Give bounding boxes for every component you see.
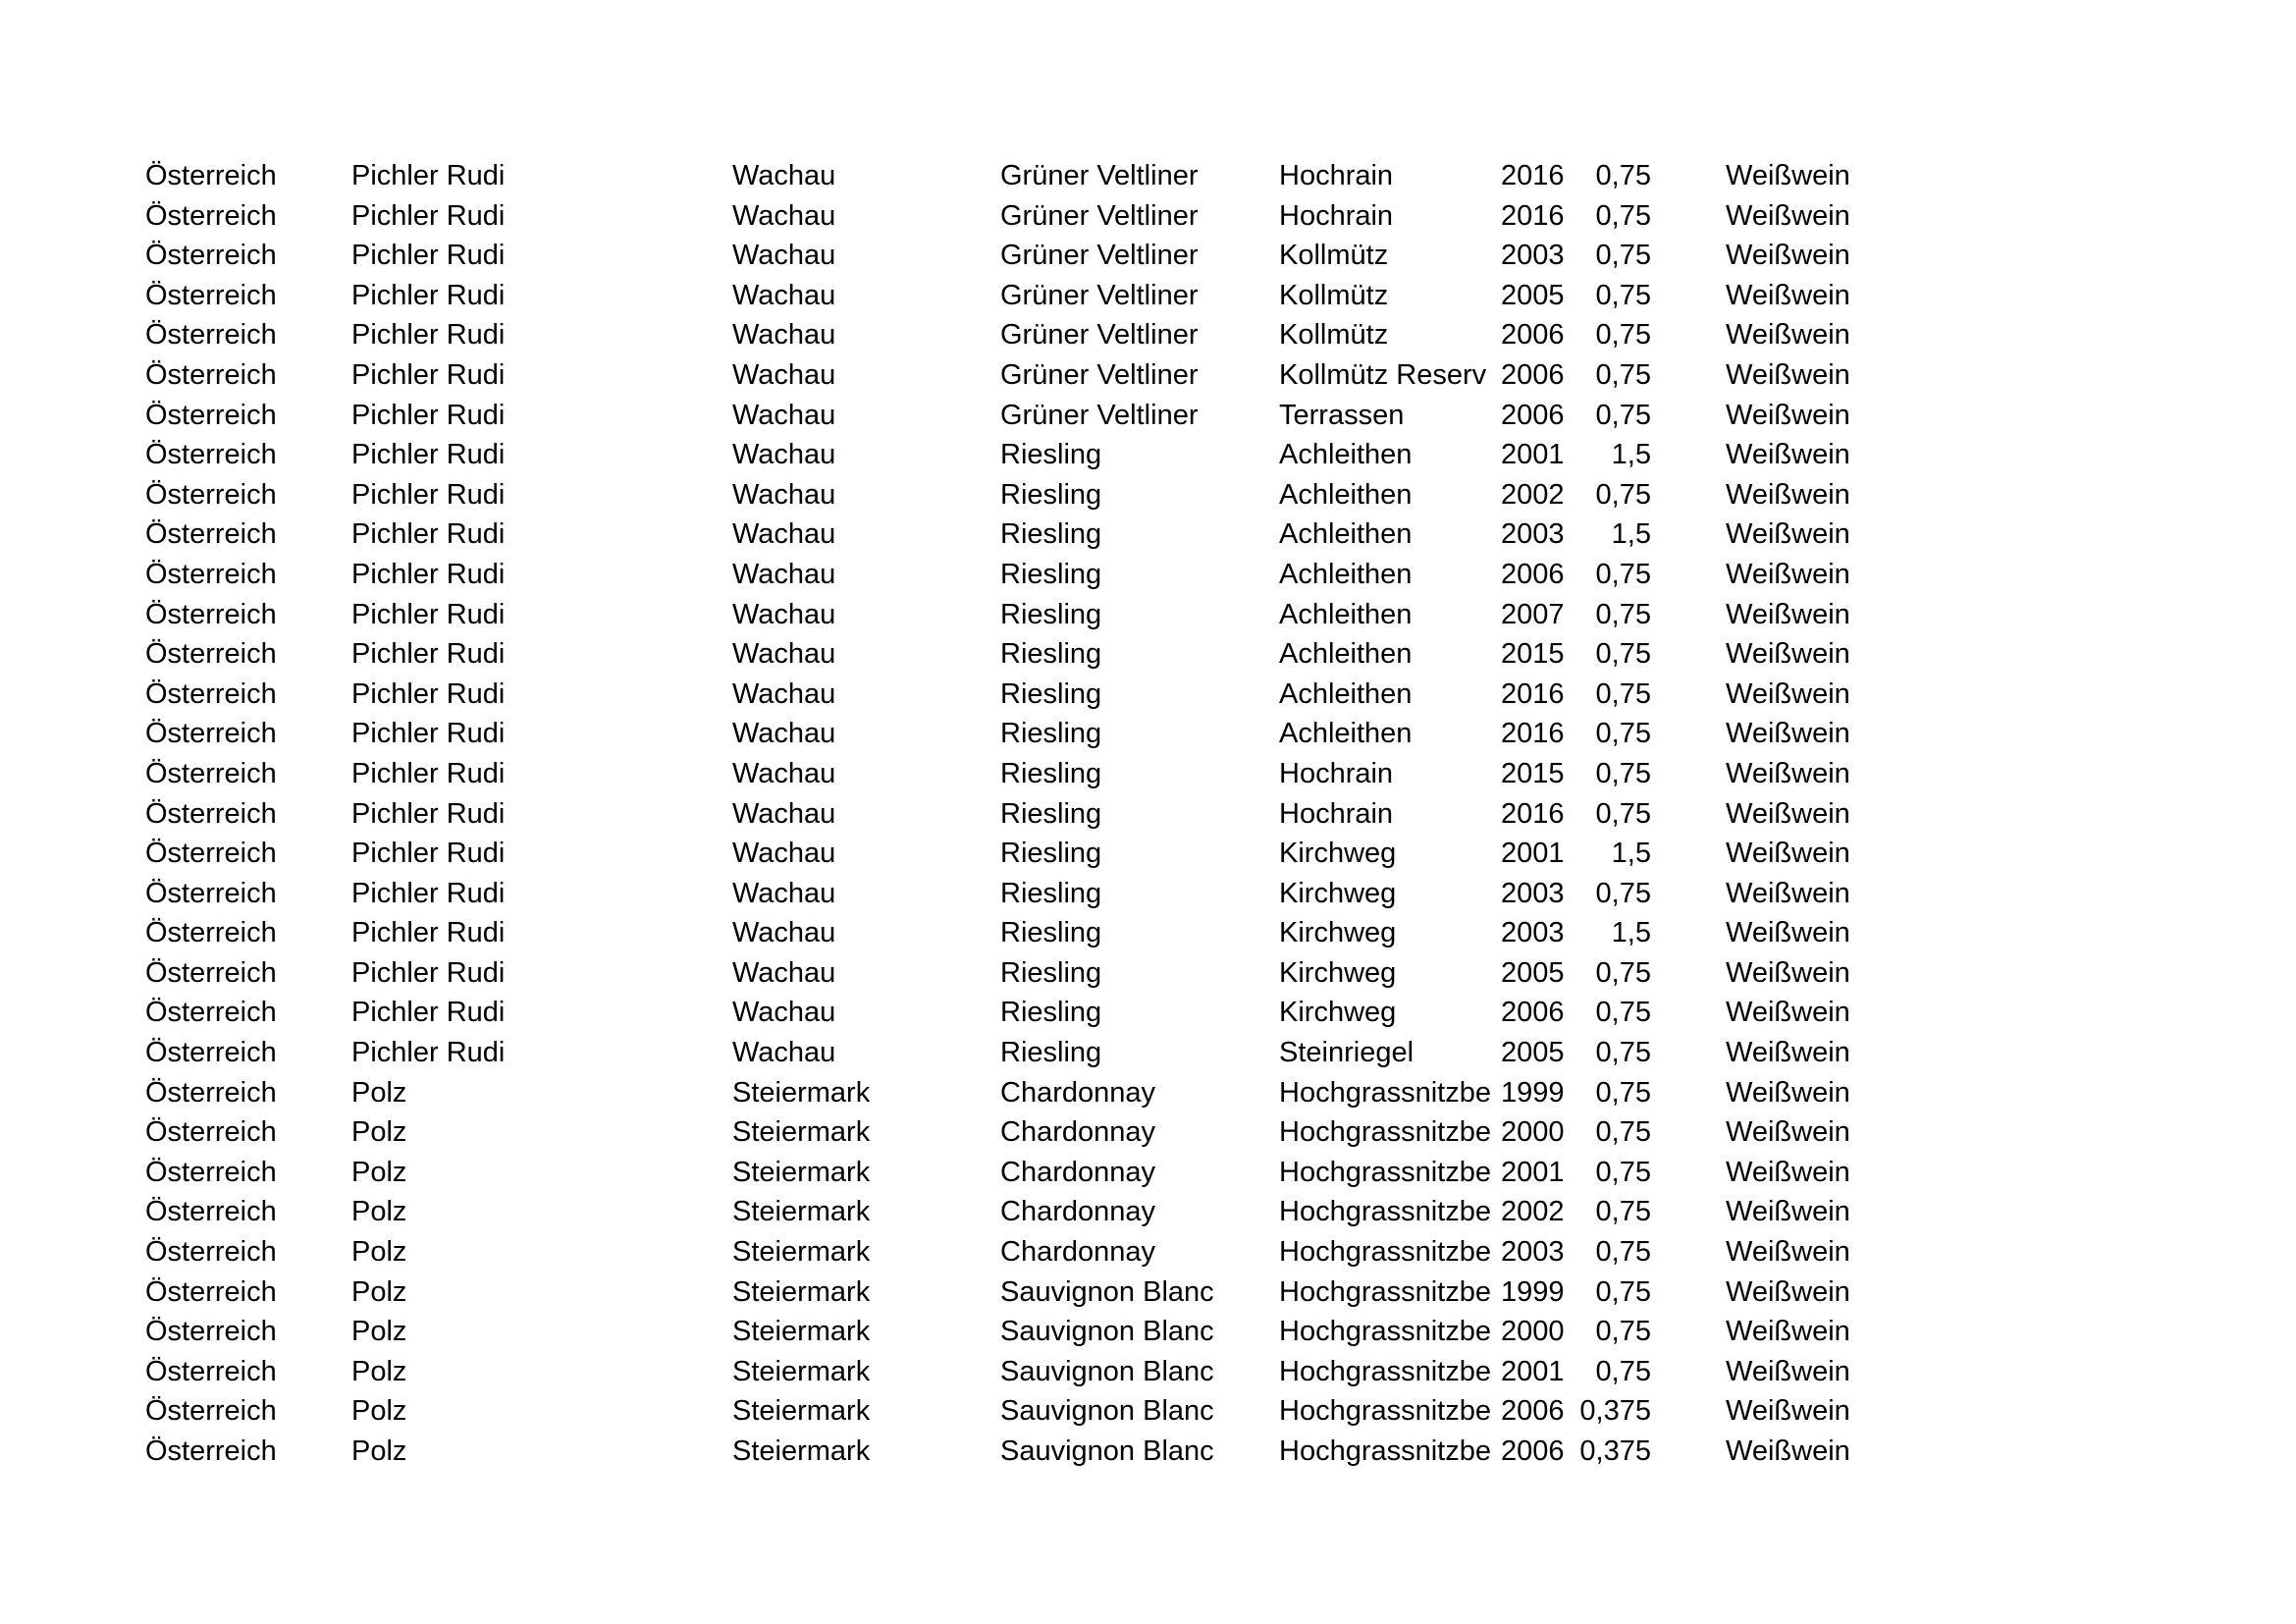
- country-cell: Österreich: [145, 718, 277, 750]
- site-cell: Hochrain: [1279, 797, 1394, 830]
- country-cell: Österreich: [145, 797, 277, 830]
- region-cell: Wachau: [732, 677, 836, 710]
- wine-type-cell: Weißwein: [1726, 1395, 1850, 1428]
- wine-type-cell: Weißwein: [1726, 797, 1850, 830]
- bottle-size-cell: 1,5: [1611, 439, 1651, 471]
- site-cell: Hochgrassnitzbe: [1279, 1196, 1491, 1228]
- bottle-size-cell: 0,75: [1595, 1116, 1651, 1149]
- country-cell: Österreich: [145, 956, 277, 989]
- bottle-size-cell: 0,75: [1595, 1196, 1651, 1228]
- wine-type-cell: Weißwein: [1726, 1156, 1850, 1188]
- site-cell: Steinriegel: [1279, 1037, 1415, 1069]
- country-cell: Österreich: [145, 1316, 277, 1348]
- grape-cell: Riesling: [1000, 718, 1102, 750]
- grape-cell: Riesling: [1000, 917, 1102, 949]
- country-cell: Österreich: [145, 598, 277, 630]
- grape-cell: Sauvignon Blanc: [1000, 1435, 1214, 1467]
- country-cell: Österreich: [145, 240, 277, 272]
- bottle-size-cell: 0,75: [1595, 877, 1651, 909]
- producer-cell: Pichler Rudi: [351, 757, 506, 789]
- year-cell: 2006: [1501, 399, 1565, 431]
- region-cell: Wachau: [732, 838, 836, 870]
- site-cell: Kirchweg: [1279, 877, 1397, 909]
- site-cell: Hochgrassnitzbe: [1279, 1316, 1491, 1348]
- site-cell: Kirchweg: [1279, 997, 1397, 1029]
- country-cell: Österreich: [145, 997, 277, 1029]
- year-cell: 2003: [1501, 518, 1565, 551]
- table-row: [145, 1112, 1893, 1153]
- year-cell: 2016: [1501, 797, 1565, 830]
- wine-type-cell: Weißwein: [1726, 1116, 1850, 1149]
- region-cell: Wachau: [732, 598, 836, 630]
- grape-cell: Sauvignon Blanc: [1000, 1275, 1214, 1308]
- grape-cell: Grüner Veltliner: [1000, 358, 1199, 391]
- site-cell: Achleithen: [1279, 718, 1413, 750]
- producer-cell: Pichler Rudi: [351, 160, 506, 191]
- site-cell: Achleithen: [1279, 439, 1413, 471]
- bottle-size-cell: 0,75: [1595, 240, 1651, 272]
- producer-cell: Polz: [351, 1395, 407, 1428]
- country-cell: Österreich: [145, 1156, 277, 1188]
- year-cell: 2006: [1501, 1395, 1565, 1428]
- site-cell: Hochrain: [1279, 199, 1394, 232]
- grape-cell: Riesling: [1000, 677, 1102, 710]
- wine-type-cell: Weißwein: [1726, 279, 1850, 311]
- wine-type-cell: Weißwein: [1726, 1275, 1850, 1308]
- year-cell: 2000: [1501, 1116, 1565, 1149]
- country-cell: Österreich: [145, 319, 277, 352]
- table-row: [145, 993, 1893, 1033]
- wine-type-cell: Weißwein: [1726, 1196, 1850, 1228]
- table-row: [145, 913, 1893, 953]
- wine-type-cell: Weißwein: [1726, 199, 1850, 232]
- site-cell: Hochrain: [1279, 160, 1394, 191]
- year-cell: 2015: [1501, 638, 1565, 671]
- region-cell: Wachau: [732, 797, 836, 830]
- producer-cell: Polz: [351, 1236, 407, 1269]
- wine-type-cell: Weißwein: [1726, 677, 1850, 710]
- region-cell: Steiermark: [732, 1316, 871, 1348]
- bottle-size-cell: 0,75: [1595, 956, 1651, 989]
- region-cell: Wachau: [732, 877, 836, 909]
- producer-cell: Pichler Rudi: [351, 199, 506, 232]
- bottle-size-cell: 0,75: [1595, 558, 1651, 590]
- grape-cell: Riesling: [1000, 757, 1102, 789]
- year-cell: 2006: [1501, 997, 1565, 1029]
- grape-cell: Riesling: [1000, 997, 1102, 1029]
- region-cell: Wachau: [732, 1037, 836, 1069]
- producer-cell: Polz: [351, 1156, 407, 1188]
- grape-cell: Grüner Veltliner: [1000, 199, 1199, 232]
- wine-type-cell: Weißwein: [1726, 439, 1850, 471]
- site-cell: Kollmütz: [1279, 319, 1389, 352]
- producer-cell: Pichler Rudi: [351, 638, 506, 671]
- bottle-size-cell: 0,75: [1595, 160, 1651, 191]
- table-row: [145, 794, 1893, 835]
- year-cell: 2016: [1501, 677, 1565, 710]
- year-cell: 2001: [1501, 838, 1565, 870]
- region-cell: Wachau: [732, 518, 836, 551]
- wine-list-body: [145, 156, 1893, 1472]
- wine-type-cell: Weißwein: [1726, 838, 1850, 870]
- grape-cell: Chardonnay: [1000, 1076, 1155, 1109]
- table-row: [145, 953, 1893, 994]
- producer-cell: Polz: [351, 1275, 407, 1308]
- country-cell: Österreich: [145, 518, 277, 551]
- site-cell: Kollmütz: [1279, 279, 1389, 311]
- region-cell: Wachau: [732, 638, 836, 671]
- table-row: [145, 196, 1893, 237]
- site-cell: Achleithen: [1279, 518, 1413, 551]
- site-cell: Kirchweg: [1279, 917, 1397, 949]
- country-cell: Österreich: [145, 1236, 277, 1269]
- bottle-size-cell: 0,75: [1595, 1275, 1651, 1308]
- region-cell: Steiermark: [732, 1395, 871, 1428]
- site-cell: Kirchweg: [1279, 838, 1397, 870]
- bottle-size-cell: 0,75: [1595, 1037, 1651, 1069]
- producer-cell: Pichler Rudi: [351, 518, 506, 551]
- region-cell: Steiermark: [732, 1116, 871, 1149]
- site-cell: Hochgrassnitzbe: [1279, 1395, 1491, 1428]
- region-cell: Wachau: [732, 358, 836, 391]
- year-cell: 2002: [1501, 478, 1565, 511]
- site-cell: Achleithen: [1279, 598, 1413, 630]
- bottle-size-cell: 0,75: [1595, 718, 1651, 750]
- country-cell: Österreich: [145, 677, 277, 710]
- table-row: [145, 675, 1893, 715]
- region-cell: Wachau: [732, 956, 836, 989]
- site-cell: Kirchweg: [1279, 956, 1397, 989]
- year-cell: 2003: [1501, 917, 1565, 949]
- producer-cell: Pichler Rudi: [351, 319, 506, 352]
- wine-type-cell: Weißwein: [1726, 478, 1850, 511]
- region-cell: Wachau: [732, 319, 836, 352]
- wine-type-cell: Weißwein: [1726, 1316, 1850, 1348]
- table-row: [145, 1272, 1893, 1313]
- country-cell: Österreich: [145, 558, 277, 590]
- year-cell: 2005: [1501, 956, 1565, 989]
- bottle-size-cell: 0,75: [1595, 757, 1651, 789]
- table-row: [145, 1192, 1893, 1232]
- wine-type-cell: Weißwein: [1726, 1236, 1850, 1269]
- year-cell: 2001: [1501, 1355, 1565, 1387]
- bottle-size-cell: 0,375: [1579, 1395, 1651, 1428]
- site-cell: Achleithen: [1279, 638, 1413, 671]
- table-row: [145, 156, 1893, 196]
- producer-cell: Pichler Rudi: [351, 240, 506, 272]
- grape-cell: Riesling: [1000, 478, 1102, 511]
- bottle-size-cell: 0,75: [1595, 199, 1651, 232]
- year-cell: 2006: [1501, 358, 1565, 391]
- grape-cell: Grüner Veltliner: [1000, 319, 1199, 352]
- year-cell: 2002: [1501, 1196, 1565, 1228]
- grape-cell: Riesling: [1000, 558, 1102, 590]
- site-cell: Hochrain: [1279, 757, 1394, 789]
- table-row: [145, 315, 1893, 355]
- year-cell: 2016: [1501, 718, 1565, 750]
- bottle-size-cell: 0,75: [1595, 677, 1651, 710]
- table-row: [145, 1153, 1893, 1193]
- bottle-size-cell: 0,75: [1595, 1355, 1651, 1387]
- year-cell: 2006: [1501, 319, 1565, 352]
- year-cell: 2015: [1501, 757, 1565, 789]
- bottle-size-cell: 1,5: [1611, 838, 1651, 870]
- grape-cell: Chardonnay: [1000, 1236, 1155, 1269]
- wine-type-cell: Weißwein: [1726, 877, 1850, 909]
- producer-cell: Pichler Rudi: [351, 838, 506, 870]
- table-row: [145, 276, 1893, 316]
- grape-cell: Chardonnay: [1000, 1116, 1155, 1149]
- site-cell: Kollmütz Reserv: [1279, 358, 1487, 391]
- bottle-size-cell: 0,75: [1595, 598, 1651, 630]
- wine-type-cell: Weißwein: [1726, 1355, 1850, 1387]
- producer-cell: Polz: [351, 1196, 407, 1228]
- wine-type-cell: Weißwein: [1726, 917, 1850, 949]
- table-row: [145, 1391, 1893, 1432]
- grape-cell: Riesling: [1000, 518, 1102, 551]
- producer-cell: Pichler Rudi: [351, 797, 506, 830]
- table-row: [145, 475, 1893, 515]
- region-cell: Steiermark: [732, 1275, 871, 1308]
- year-cell: 2006: [1501, 1435, 1565, 1467]
- grape-cell: Riesling: [1000, 598, 1102, 630]
- wine-type-cell: Weißwein: [1726, 319, 1850, 352]
- bottle-size-cell: 0,375: [1579, 1435, 1651, 1467]
- region-cell: Wachau: [732, 439, 836, 471]
- grape-cell: Riesling: [1000, 439, 1102, 471]
- grape-cell: Grüner Veltliner: [1000, 399, 1199, 431]
- grape-cell: Sauvignon Blanc: [1000, 1355, 1214, 1387]
- producer-cell: Polz: [351, 1076, 407, 1109]
- region-cell: Wachau: [732, 160, 836, 191]
- table-row: [145, 595, 1893, 635]
- country-cell: Österreich: [145, 160, 277, 191]
- site-cell: Hochgrassnitzbe: [1279, 1116, 1491, 1149]
- table-row: [145, 1073, 1893, 1113]
- region-cell: Steiermark: [732, 1435, 871, 1467]
- wine-type-cell: Weißwein: [1726, 638, 1850, 671]
- producer-cell: Pichler Rudi: [351, 917, 506, 949]
- producer-cell: Pichler Rudi: [351, 358, 506, 391]
- table-row: [145, 355, 1893, 396]
- wine-type-cell: Weißwein: [1726, 358, 1850, 391]
- year-cell: 2005: [1501, 1037, 1565, 1069]
- bottle-size-cell: 0,75: [1595, 1156, 1651, 1188]
- table-row: [145, 1232, 1893, 1272]
- producer-cell: Pichler Rudi: [351, 279, 506, 311]
- region-cell: Steiermark: [732, 1156, 871, 1188]
- year-cell: 1999: [1501, 1275, 1565, 1308]
- grape-cell: Riesling: [1000, 797, 1102, 830]
- bottle-size-cell: 0,75: [1595, 638, 1651, 671]
- producer-cell: Pichler Rudi: [351, 718, 506, 750]
- grape-cell: Grüner Veltliner: [1000, 279, 1199, 311]
- table-row: [145, 1312, 1893, 1352]
- grape-cell: Riesling: [1000, 838, 1102, 870]
- year-cell: 2016: [1501, 160, 1565, 191]
- wine-type-cell: Weißwein: [1726, 1435, 1850, 1467]
- country-cell: Österreich: [145, 279, 277, 311]
- producer-cell: Polz: [351, 1316, 407, 1348]
- producer-cell: Pichler Rudi: [351, 997, 506, 1029]
- country-cell: Österreich: [145, 838, 277, 870]
- wine-type-cell: Weißwein: [1726, 160, 1850, 191]
- wine-type-cell: Weißwein: [1726, 518, 1850, 551]
- producer-cell: Pichler Rudi: [351, 956, 506, 989]
- table-row: [145, 396, 1893, 436]
- grape-cell: Grüner Veltliner: [1000, 240, 1199, 272]
- table-row: [145, 514, 1893, 555]
- bottle-size-cell: 0,75: [1595, 319, 1651, 352]
- country-cell: Österreich: [145, 399, 277, 431]
- country-cell: Österreich: [145, 1435, 277, 1467]
- bottle-size-cell: 1,5: [1611, 917, 1651, 949]
- country-cell: Österreich: [145, 1355, 277, 1387]
- producer-cell: Pichler Rudi: [351, 478, 506, 511]
- site-cell: Hochgrassnitzbe: [1279, 1156, 1491, 1188]
- country-cell: Österreich: [145, 358, 277, 391]
- table-row: [145, 634, 1893, 675]
- producer-cell: Polz: [351, 1355, 407, 1387]
- region-cell: Steiermark: [732, 1076, 871, 1109]
- year-cell: 1999: [1501, 1076, 1565, 1109]
- region-cell: Steiermark: [732, 1236, 871, 1269]
- site-cell: Hochgrassnitzbe: [1279, 1236, 1491, 1269]
- producer-cell: Polz: [351, 1116, 407, 1149]
- country-cell: Österreich: [145, 757, 277, 789]
- table-row: [145, 435, 1893, 475]
- year-cell: 2003: [1501, 1236, 1565, 1269]
- country-cell: Österreich: [145, 478, 277, 511]
- country-cell: Österreich: [145, 1076, 277, 1109]
- region-cell: Wachau: [732, 718, 836, 750]
- wine-type-cell: Weißwein: [1726, 240, 1850, 272]
- table-row: [145, 714, 1893, 754]
- year-cell: 2001: [1501, 1156, 1565, 1188]
- country-cell: Österreich: [145, 439, 277, 471]
- region-cell: Wachau: [732, 279, 836, 311]
- year-cell: 2005: [1501, 279, 1565, 311]
- region-cell: Wachau: [732, 997, 836, 1029]
- year-cell: 2003: [1501, 240, 1565, 272]
- wine-type-cell: Weißwein: [1726, 1076, 1850, 1109]
- bottle-size-cell: 0,75: [1595, 358, 1651, 391]
- wine-type-cell: Weißwein: [1726, 757, 1850, 789]
- table-row: [145, 1432, 1893, 1472]
- table-row: [145, 236, 1893, 276]
- region-cell: Steiermark: [732, 1196, 871, 1228]
- country-cell: Österreich: [145, 917, 277, 949]
- region-cell: Wachau: [732, 917, 836, 949]
- site-cell: Kollmütz: [1279, 240, 1389, 272]
- bottle-size-cell: 0,75: [1595, 1316, 1651, 1348]
- grape-cell: Sauvignon Blanc: [1000, 1395, 1214, 1428]
- site-cell: Terrassen: [1279, 399, 1405, 431]
- bottle-size-cell: 0,75: [1595, 478, 1651, 511]
- country-cell: Österreich: [145, 1395, 277, 1428]
- producer-cell: Pichler Rudi: [351, 1037, 506, 1069]
- producer-cell: Pichler Rudi: [351, 877, 506, 909]
- producer-cell: Pichler Rudi: [351, 677, 506, 710]
- bottle-size-cell: 0,75: [1595, 279, 1651, 311]
- region-cell: Wachau: [732, 399, 836, 431]
- grape-cell: Chardonnay: [1000, 1196, 1155, 1228]
- table-row: [145, 754, 1893, 794]
- wine-type-cell: Weißwein: [1726, 1037, 1850, 1069]
- wine-type-cell: Weißwein: [1726, 997, 1850, 1029]
- producer-cell: Pichler Rudi: [351, 558, 506, 590]
- grape-cell: Grüner Veltliner: [1000, 160, 1199, 191]
- country-cell: Österreich: [145, 877, 277, 909]
- site-cell: Hochgrassnitzbe: [1279, 1355, 1491, 1387]
- region-cell: Steiermark: [732, 1355, 871, 1387]
- bottle-size-cell: 0,75: [1595, 1236, 1651, 1269]
- country-cell: Österreich: [145, 1037, 277, 1069]
- grape-cell: Riesling: [1000, 638, 1102, 671]
- country-cell: Österreich: [145, 638, 277, 671]
- year-cell: 2000: [1501, 1316, 1565, 1348]
- grape-cell: Sauvignon Blanc: [1000, 1316, 1214, 1348]
- region-cell: Wachau: [732, 558, 836, 590]
- table-row: [145, 1033, 1893, 1073]
- table-row: [145, 555, 1893, 595]
- grape-cell: Riesling: [1000, 1037, 1102, 1069]
- bottle-size-cell: 0,75: [1595, 997, 1651, 1029]
- bottle-size-cell: 0,75: [1595, 797, 1651, 830]
- site-cell: Hochgrassnitzbe: [1279, 1275, 1491, 1308]
- wine-type-cell: Weißwein: [1726, 956, 1850, 989]
- site-cell: Achleithen: [1279, 558, 1413, 590]
- wine-type-cell: Weißwein: [1726, 399, 1850, 431]
- region-cell: Wachau: [732, 240, 836, 272]
- producer-cell: Pichler Rudi: [351, 439, 506, 471]
- wine-type-cell: Weißwein: [1726, 598, 1850, 630]
- grape-cell: Riesling: [1000, 877, 1102, 909]
- year-cell: 2006: [1501, 558, 1565, 590]
- country-cell: Österreich: [145, 1116, 277, 1149]
- bottle-size-cell: 1,5: [1611, 518, 1651, 551]
- grape-cell: Riesling: [1000, 956, 1102, 989]
- year-cell: 2003: [1501, 877, 1565, 909]
- region-cell: Wachau: [732, 757, 836, 789]
- country-cell: Österreich: [145, 199, 277, 232]
- bottle-size-cell: 0,75: [1595, 399, 1651, 431]
- site-cell: Achleithen: [1279, 677, 1413, 710]
- region-cell: Wachau: [732, 478, 836, 511]
- region-cell: Wachau: [732, 199, 836, 232]
- table-row: [145, 1352, 1893, 1392]
- site-cell: Hochgrassnitzbe: [1279, 1435, 1491, 1467]
- site-cell: Hochgrassnitzbe: [1279, 1076, 1491, 1109]
- producer-cell: Pichler Rudi: [351, 598, 506, 630]
- country-cell: Österreich: [145, 1275, 277, 1308]
- bottle-size-cell: 0,75: [1595, 1076, 1651, 1109]
- producer-cell: Polz: [351, 1435, 407, 1467]
- site-cell: Achleithen: [1279, 478, 1413, 511]
- table-row: [145, 834, 1893, 874]
- wine-type-cell: Weißwein: [1726, 558, 1850, 590]
- producer-cell: Pichler Rudi: [351, 399, 506, 431]
- year-cell: 2016: [1501, 199, 1565, 232]
- table-row: [145, 874, 1893, 914]
- grape-cell: Chardonnay: [1000, 1156, 1155, 1188]
- year-cell: 2001: [1501, 439, 1565, 471]
- wine-type-cell: Weißwein: [1726, 718, 1850, 750]
- country-cell: Österreich: [145, 1196, 277, 1228]
- year-cell: 2007: [1501, 598, 1565, 630]
- wine-list-table: [145, 156, 1893, 1472]
